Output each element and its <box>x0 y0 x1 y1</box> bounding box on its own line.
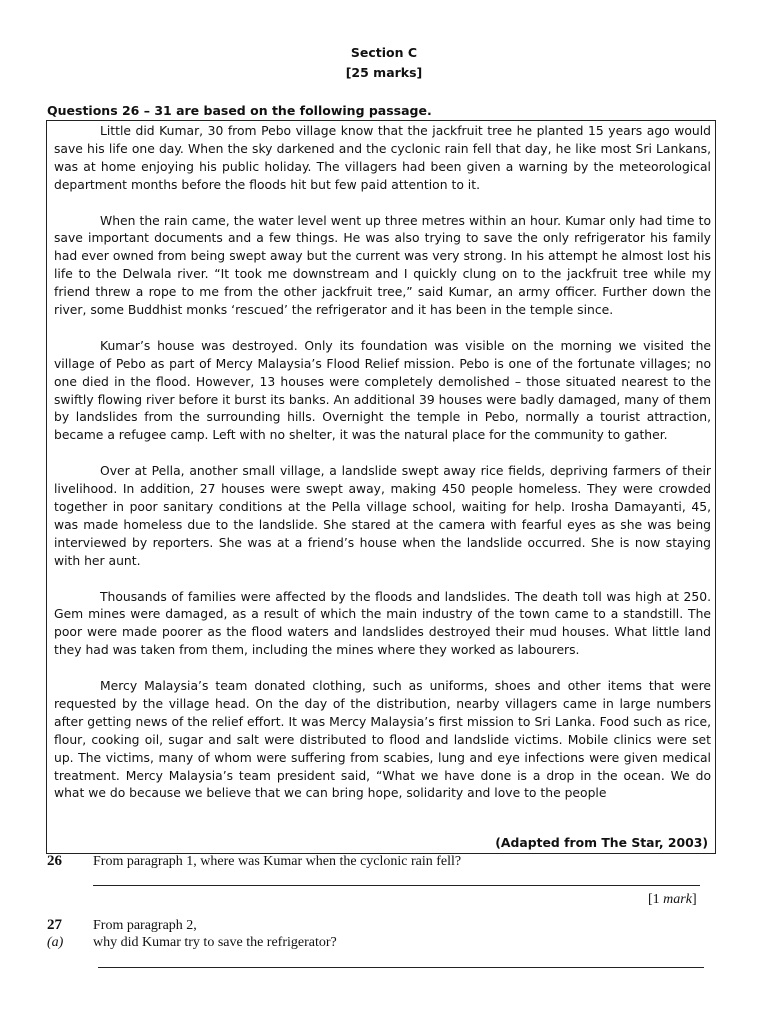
section-title: Section C <box>350 45 418 60</box>
paragraph-6: Mercy Malaysia’s team donated clothing, such as uniforms, shoes and other items that were requested by the village head. On the day of the distribution, nearby villagers came in large numbers after getting news of the relief effort. It was Mercy Malaysia’s first mission to Sri Lanka. Food such as rice, flour, cooking oil, sugar and salt were distributed to flood and landslide victims. Mobile clinics were set up. The victims, many of whom were suffering from scabies, lung and eye infections were given medical treatment. Mercy Malaysia’s team president said, “What we have done is a drop in the ocean. We do what we do because we believe that we can bring hope, solidarity and love to the people <box>54 679 711 801</box>
question-27a-text: why did Kumar try to save the refrigerator? <box>93 935 337 950</box>
question-27-number: 27 <box>47 917 62 933</box>
paragraph-5: Thousands of families were affected by the floods and landslides. The death toll was high at 250. Gem mines were damaged, as a result of which the main industry of the town came to a standstill. The poor were made poorer as the flood waters and landslides destroyed their mud houses. What little land they had was taken from them, including the mines where they worked as labourers. <box>54 589 711 658</box>
section-marks: [25 marks] <box>345 65 423 80</box>
mark-number: 1 <box>652 892 664 907</box>
paragraph-4: Over at Pella, another small village, a landslide swept away rice fields, depriving farmers of their livelihood. In addition, 27 houses were swept away, making 450 people homeless. They were crowded together in poor sanitary conditions at the Pella village school, waiting for help. Irosha Damayanti, 45, was made homeless due to the landslide. She stared at the camera with fearful eyes as she was being interviewed by reporters. She was at a friend’s house when the landslide occurred. She is now staying with her aunt. <box>54 464 711 568</box>
passage-box <box>46 120 716 854</box>
question-26-number: 26 <box>47 853 62 869</box>
question-27a-answer-line[interactable] <box>98 967 704 968</box>
paragraph-2: When the rain came, the water level went up three metres within an hour. Kumar only had time to save important documents and a few things. He was also trying to save the only refrigerator his family had ever owned from being swept away but the current was very strong. In his attempt he almost lost his life to the Delwala river. “It took me downstream and I quickly clung on to the jackfruit tree while my friend threw a rope to me from the other jackfruit tree,” said Kumar, an army officer. Further down the river, some Buddhist monks ‘rescued’ the refrigerator and it has been in the temple since. <box>54 213 711 318</box>
passage-source: (Adapted from The Star, 2003) <box>495 835 708 850</box>
question-26-text: From paragraph 1, where was Kumar when the cyclonic rain fell? <box>93 854 462 869</box>
question-27a-label: (a) <box>47 935 64 950</box>
mark-word: mark <box>663 892 692 907</box>
question-26-mark: [1 mark] <box>648 892 697 907</box>
question-26-answer-line[interactable] <box>93 885 700 886</box>
paragraph-1: Little did Kumar, 30 from Pebo village know that the jackfruit tree he planted 15 years ago would save his life one day. When the sky darkened and the cyclonic rain fell that day, he like most Sri Lankans, was at home enjoying his public holiday. The villagers had been given a warning by the meteorological department months before the floods hit but few paid attention to it. <box>54 124 711 192</box>
passage-intro: Questions 26 – 31 are based on the following passage. <box>47 103 432 118</box>
paragraph-3: Kumar’s house was destroyed. Only its foundation was visible on the morning we visited the village of Pebo as part of Mercy Malaysia’s Flood Relief mission. Pebo is one of the fortunate villages; no one died in the flood. However, 13 houses were completely demolished – those situated nearest to the swiftly flowing river before it burst its banks. An additional 39 houses were badly damaged, many of them by landslides from the surrounding hills. Overnight the temple in Pebo, normally a tourist attraction, became a refugee camp. Left with no shelter, it was the natural place for the community to gather. <box>54 338 711 443</box>
passage-text <box>54 123 711 821</box>
question-27-text: From paragraph 2, <box>93 918 197 933</box>
